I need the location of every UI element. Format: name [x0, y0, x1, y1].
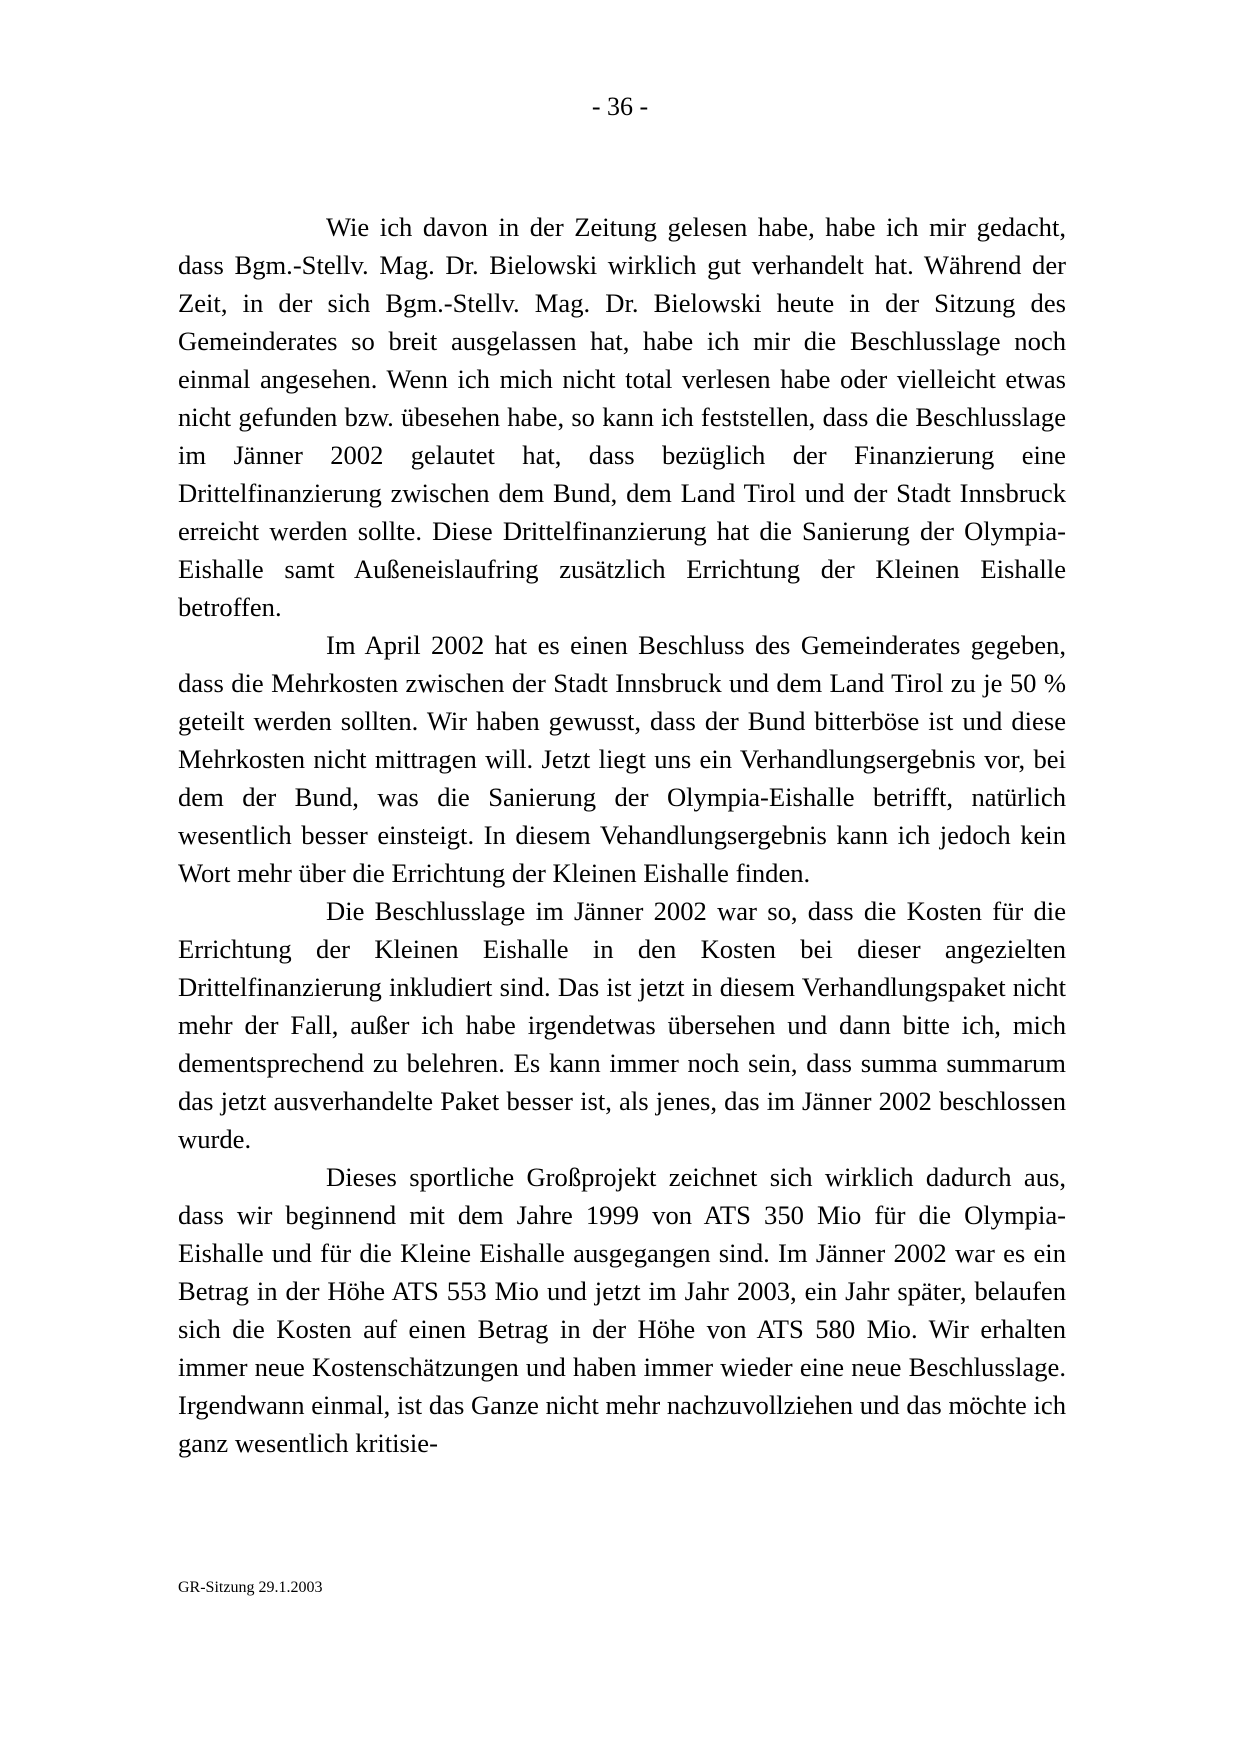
- page-number: - 36 -: [591, 92, 649, 121]
- paragraph-2: Im April 2002 hat es einen Beschluss des Gemeinderates gegeben, dass die Mehrkosten zwischen der Stadt Innsbruck und dem Land Tirol zu je 50 % geteilt werden sollten. Wir haben gewusst, dass der Bund bitterböse ist und diese Mehrkosten nicht mittragen will. Jetzt liegt uns ein Verhandlungsergebnis vor, bei dem der Bund, was die Sanierung der Olympia-Eishalle betrifft, natürlich wesentlich besser einsteigt. In diesem Vehandlungsergebnis kann ich jedoch kein Wort mehr über die Errichtung der Kleinen Eishalle finden.: [178, 630, 1066, 888]
- paragraph-1: Wie ich davon in der Zeitung gelesen habe, habe ich mir gedacht, dass Bgm.-Stellv. Mag. Dr. Bielowski wirklich gut verhandelt hat. Während der Zeit, in der sich Bgm.-Stellv. Mag. Dr. Bielowski heute in der Sitzung des Gemeinderates so breit ausgelassen hat, habe ich mir die Beschlusslage noch einmal angesehen. Wenn ich mich nicht total verlesen habe oder vielleicht etwas nicht gefunden bzw. übesehen habe, so kann ich feststellen, dass die Beschlusslage im Jänner 2002 gelautet hat, dass bezüglich der Finanzierung eine Drittelfinanzierung zwischen dem Bund, dem Land Tirol und der Stadt Innsbruck erreicht werden sollte. Diese Drittelfinanzierung hat die Sanierung der Olympia-Eishalle samt Außeneislaufring zusätzlich Errichtung der Kleinen Eishalle betroffen.: [178, 212, 1066, 622]
- footer-session-date: GR-Sitzung 29.1.2003: [178, 1579, 323, 1596]
- body-text: [178, 208, 1066, 1462]
- paragraph-3: Die Beschlusslage im Jänner 2002 war so, dass die Kosten für die Errichtung der Kleinen Eishalle in den Kosten bei dieser angezielten Drittelfinanzierung inkludiert sind. Das ist jetzt in diesem Verhandlungspaket nicht mehr der Fall, außer ich habe irgendetwas übersehen und dann bitte ich, mich dementsprechend zu belehren. Es kann immer noch sein, dass summa summarum das jetzt ausverhandelte Paket besser ist, als jenes, das im Jänner 2002 beschlossen wurde.: [178, 896, 1066, 1154]
- paragraph-4: Dieses sportliche Großprojekt zeichnet sich wirklich dadurch aus, dass wir beginnend mit dem Jahre 1999 von ATS 350 Mio für die Olympia-Eishalle und für die Kleine Eishalle ausgegangen sind. Im Jänner 2002 war es ein Betrag in der Höhe ATS 553 Mio und jetzt im Jahr 2003, ein Jahr später, belaufen sich die Kosten auf einen Betrag in der Höhe von ATS 580 Mio. Wir erhalten immer neue Kostenschätzungen und haben immer wieder eine neue Beschlusslage. Irgendwann einmal, ist das Ganze nicht mehr nachzuvollziehen und das möchte ich ganz wesentlich kritisie-: [178, 1162, 1066, 1458]
